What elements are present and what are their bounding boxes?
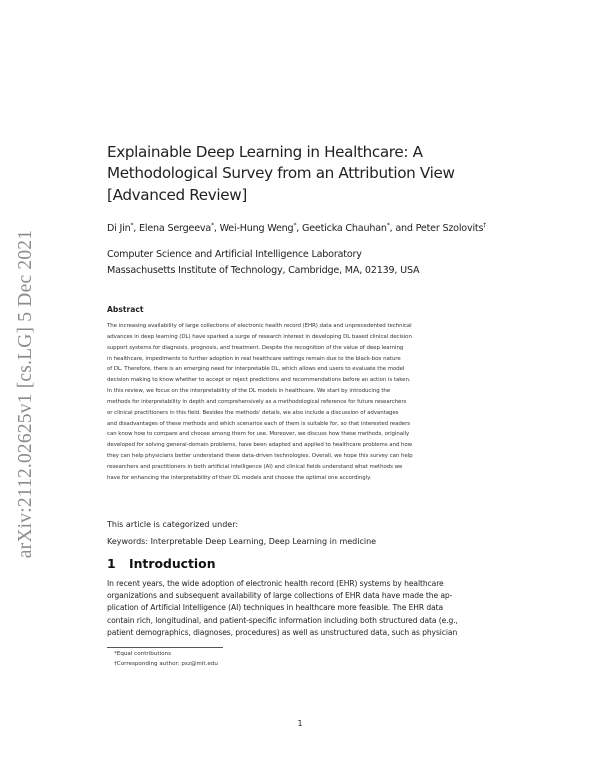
- affiliation: [107, 247, 419, 278]
- abstract-line: and disadvantages of these methods and which scenarios each of them is suitable for, so that interested readers: [107, 420, 411, 427]
- abstract-line: or clinical practitioners in this field. Besides the methods' details, we also include a discussion of advantages: [107, 409, 399, 416]
- author-name: Geeticka Chauhan: [301, 223, 387, 235]
- intro-line: contain rich, longitudinal, and patient-specific information including both structured data (e.g.,: [107, 615, 458, 625]
- affiliation-line: Massachusetts Institute of Technology, Cambridge, MA, 02139, USA: [107, 264, 420, 276]
- abstract-line: researchers and practitioners in both artificial intelligence (AI) and clinical fields understand what methods we: [107, 463, 403, 470]
- author-mark: *: [211, 222, 214, 229]
- intro-line: plication of Artificial Intelligence (AI) techniques in healthcare more feasible. The EHR data: [107, 603, 444, 613]
- abstract-line: advances in deep learning (DL) have sparked a surge of research interest in developing DL based clinical decision: [107, 333, 412, 340]
- intro-paragraph: [107, 578, 495, 639]
- keywords: Keywords: Interpretable Deep Learning, Deep Learning in medicine: [107, 537, 377, 546]
- category-statement: This article is categorized under:: [107, 520, 239, 529]
- affiliation-line: Computer Science and Artificial Intelligence Laboratory: [107, 249, 362, 260]
- abstract-heading: Abstract: [107, 305, 144, 314]
- paper-title: [107, 142, 487, 206]
- section-heading: [107, 556, 216, 571]
- abstract-line: The increasing availability of large collections of electronic health record (EHR) data and unprecedented technical: [107, 323, 412, 329]
- intro-line: patient demographics, diagnoses, procedures) as well as unstructured data, such as physician: [107, 627, 458, 637]
- abstract-line: developed for solving general-domain problems, have been adapted and applied to healthcare problems and how: [107, 442, 413, 449]
- author-and: and: [395, 223, 416, 235]
- arxiv-stamp-text: arXiv:2112.02625v1 [cs.LG] 5 Dec 2021: [15, 229, 36, 559]
- author-mark: *: [130, 222, 134, 229]
- author-sep: ,: [389, 223, 396, 235]
- arxiv-stamp: [14, 214, 38, 574]
- author-mark: *: [386, 222, 390, 229]
- title-line: [Advanced Review]: [107, 185, 247, 204]
- abstract-line: can know how to compare and choose among them for use. Moreover, we discuss how these methods, originally: [107, 431, 410, 438]
- author-sep: ,: [133, 223, 139, 235]
- abstract-line: decision making to know whether to accept or reject predictions and recommendations before an action is taken.: [107, 377, 411, 384]
- author-mark: *: [293, 222, 297, 229]
- footnote-rule: [107, 647, 223, 648]
- abstract-line: of DL. Therefore, there is an emerging need for interpretable DL, which allows end users to evaluate the model: [107, 366, 405, 373]
- author-name: Di Jin: [107, 223, 131, 235]
- title-line: Methodological Survey from an Attribution View: [107, 164, 455, 183]
- author-list: [107, 222, 486, 234]
- intro-line: In recent years, the wide adoption of electronic health record (EHR) systems by healthcare: [107, 579, 444, 588]
- footnote: †Corresponding author: psz@mit.edu: [114, 660, 218, 667]
- author-sep: ,: [296, 223, 302, 235]
- abstract-body: [107, 321, 493, 484]
- section-number: 1: [107, 556, 116, 571]
- page-number: 1: [297, 719, 303, 728]
- abstract-line: support systems for diagnosis, prognosis, and treatment. Despite the recognition of the value of deep learning: [107, 344, 404, 351]
- section-title: Introduction: [129, 556, 216, 571]
- author-name: Wei-Hung Weng: [219, 223, 294, 235]
- intro-line: organizations and subsequent availability of large collections of EHR data have made the ap-: [107, 591, 453, 601]
- author-name: Elena Sergeeva: [139, 223, 212, 235]
- footnote: *Equal contributions: [114, 651, 172, 657]
- abstract-line: they can help physicians better understand these data-driven technologies. Overall, we hope this survey can help: [107, 453, 413, 460]
- abstract-line: have for enhancing the interpretability of their DL models and choose the optimal one accordingly.: [107, 474, 372, 481]
- author-mark: †: [483, 222, 487, 229]
- author-sep: ,: [213, 223, 220, 235]
- footnotes: [114, 650, 218, 670]
- author-name: Peter Szolovits: [415, 223, 484, 235]
- title-line: Explainable Deep Learning in Healthcare: A: [107, 143, 423, 161]
- abstract-line: in healthcare, impediments to further adoption in real healthcare settings remain due to the black-box nature: [107, 355, 401, 362]
- abstract-line: In this review, we focus on the interpretability of the DL models in healthcare. We start by introducing the: [107, 388, 391, 395]
- abstract-line: methods for interpretability in depth and comprehensively as a methodological reference for future researchers: [107, 398, 407, 405]
